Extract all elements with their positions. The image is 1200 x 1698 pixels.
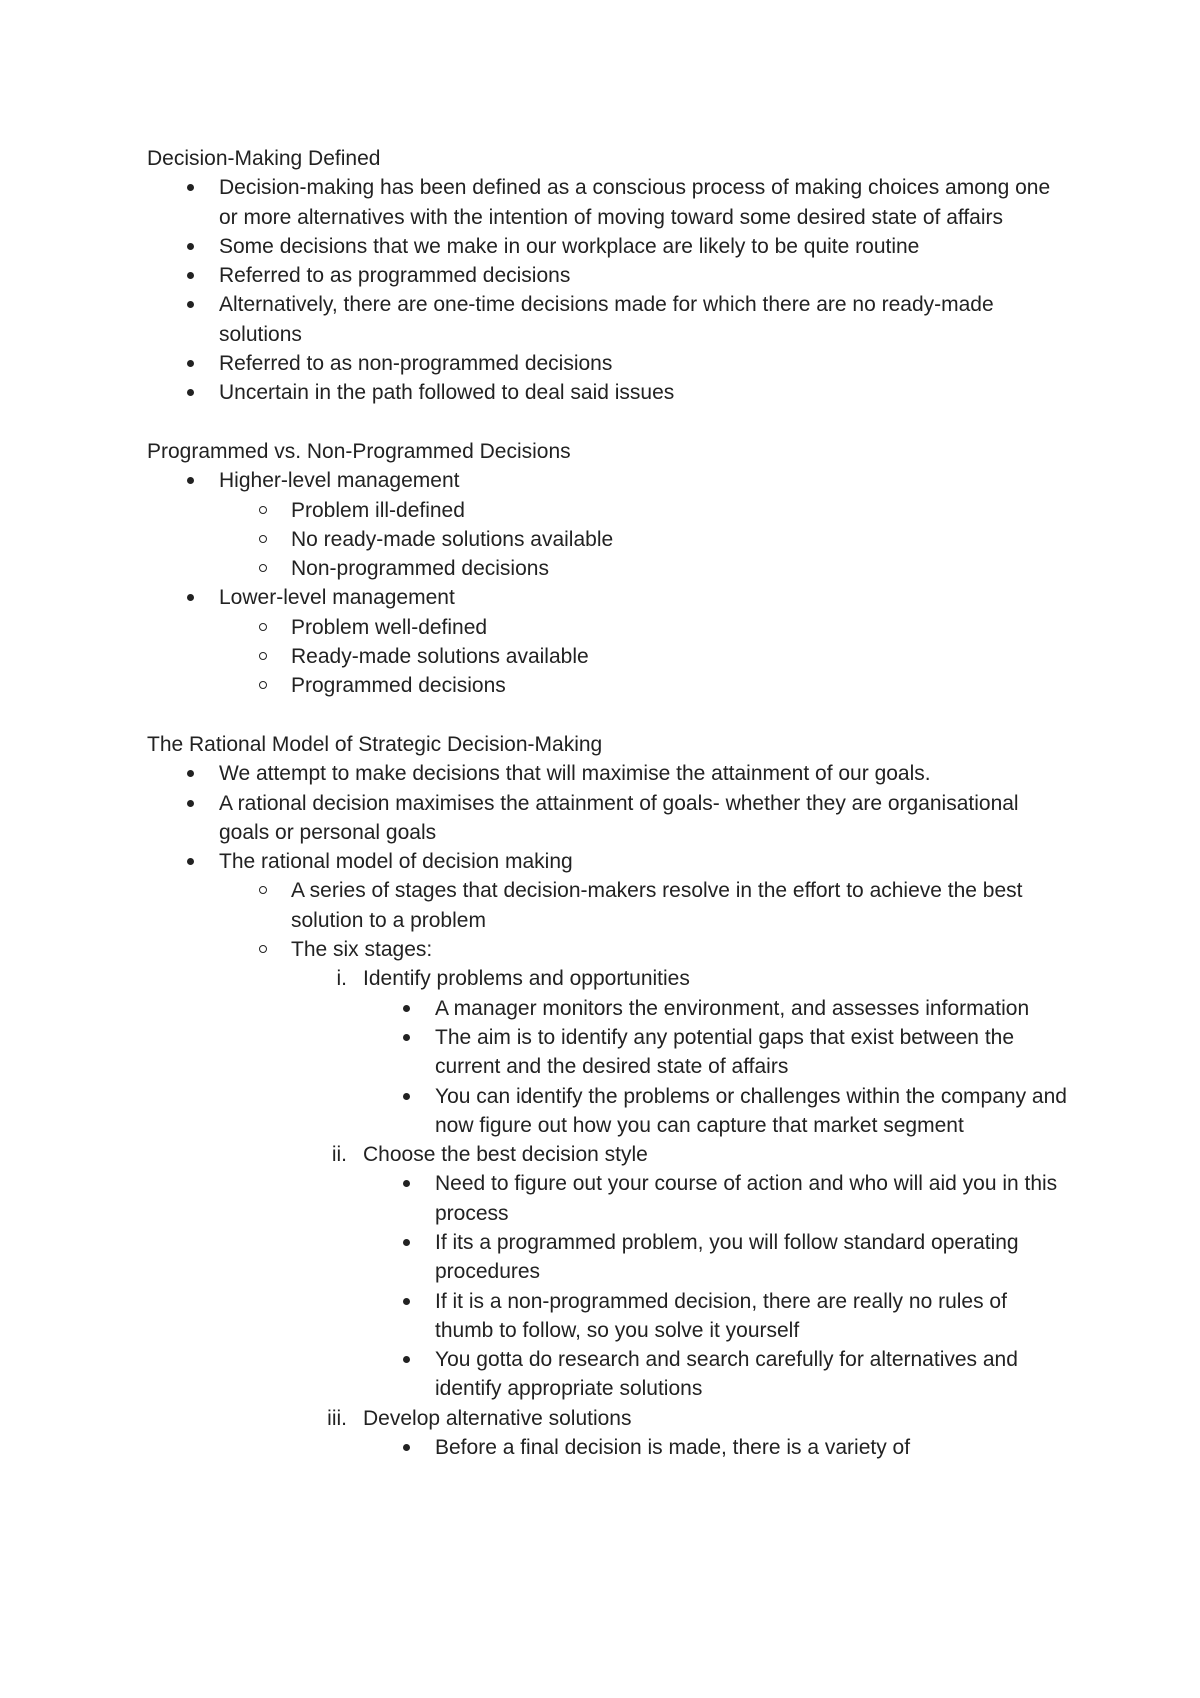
bullet-icon [187, 184, 194, 191]
bullet-icon [187, 800, 194, 807]
section-heading: The Rational Model of Strategic Decision-Making [147, 732, 603, 756]
list-item: A series of stages that decision-makers resolve in the effort to achieve the best solution to a problem [219, 876, 1067, 935]
section-heading: Decision-Making Defined [147, 147, 381, 170]
bullet-icon [187, 301, 194, 308]
bullet-icon [403, 1005, 410, 1012]
sub-bullet-list [147, 876, 1067, 1462]
bullet-icon [187, 594, 194, 601]
bullet-icon [403, 1093, 410, 1100]
numbered-stage-list [219, 964, 1067, 1462]
stage-item [291, 964, 1067, 1140]
bullet-icon [187, 477, 194, 484]
list-item: A manager monitors the environment, and assesses information [363, 994, 1067, 1023]
bullet-icon [187, 360, 194, 367]
list-item: Some decisions that we make in our workplace are likely to be quite routine [147, 232, 1067, 261]
bullet-list [147, 173, 1067, 407]
list-item: Decision-making has been defined as a conscious process of making choices among one or more alternatives with the intention of moving toward some desired state of affairs [147, 173, 1067, 232]
section-heading: Programmed vs. Non-Programmed Decisions [147, 439, 571, 463]
bullet-icon [403, 1180, 410, 1187]
bullet-icon [187, 858, 194, 865]
stage-number: i. [336, 967, 347, 991]
stage-title: Develop alternative solutions [363, 1406, 632, 1430]
sub-bullet-list [147, 496, 1067, 584]
bullet-icon [403, 1298, 410, 1305]
sub-bullet-list [147, 613, 1067, 701]
hollow-bullet-icon [259, 623, 267, 631]
list-item: Problem ill-defined [219, 496, 1067, 525]
hollow-bullet-icon [259, 564, 267, 572]
list-item: Non-programmed decisions [219, 554, 1067, 583]
stage-title: Identify problems and opportunities [363, 967, 690, 991]
list-item: Problem well-defined [219, 613, 1067, 642]
list-item: Higher-level management Problem ill-defined No ready-made solutions available Non-programmed decisions [147, 466, 1067, 583]
list-item: Before a final decision is made, there is a variety of [363, 1433, 1067, 1462]
stage-number: ii. [331, 1143, 347, 1167]
bullet-icon [403, 1239, 410, 1246]
section-rational-model [147, 730, 1067, 1462]
hollow-bullet-icon [259, 535, 267, 543]
list-item: If its a programmed problem, you will follow standard operating procedures [363, 1228, 1067, 1287]
stage-number: iii. [327, 1406, 347, 1430]
bullet-icon [403, 1034, 410, 1041]
list-item: If it is a non-programmed decision, there are really no rules of thumb to follow, so you solve it yourself [363, 1287, 1067, 1346]
list-item: No ready-made solutions available [219, 525, 1067, 554]
list-item: Referred to as non-programmed decisions [147, 349, 1067, 378]
list-item: Need to figure out your course of action and who will aid you in this process [363, 1169, 1067, 1228]
section-programmed-vs-non-programmed [147, 437, 1067, 701]
hollow-bullet-icon [259, 681, 267, 689]
hollow-bullet-icon [259, 506, 267, 514]
section-decision-making-defined [147, 144, 1067, 408]
list-item: A rational decision maximises the attainment of goals- whether they are organisational goals or personal goals [147, 789, 1067, 848]
bullet-icon [187, 389, 194, 396]
bullet-icon [187, 243, 194, 250]
hollow-bullet-icon [259, 886, 267, 894]
stage-item [291, 1404, 1067, 1463]
stage-points [291, 994, 1067, 1140]
stage-item [291, 1140, 1067, 1404]
list-item: Programmed decisions [219, 671, 1067, 700]
bullet-list [147, 759, 1067, 1462]
list-item: You gotta do research and search carefully for alternatives and identify appropriate solutions [363, 1345, 1067, 1404]
list-item: Lower-level management Problem well-defined Ready-made solutions available Programmed decisions [147, 583, 1067, 700]
list-item: The aim is to identify any potential gaps that exist between the current and the desired state of affairs [363, 1023, 1067, 1082]
hollow-bullet-icon [259, 652, 267, 660]
list-item: The rational model of decision making A series of stages that decision-makers resolve in the effort to achieve the best solution to a problem The six stages: i. Identify problems and opportunities A manager monitors the environment, and assesses information The aim is to identify any potential gaps that exist between the current and the desired state of affairs You can identify the problems or challenges within the company and now figure out how you can capture that market segment ii. Choose the best decision style Need to figure out your course of action and who will aid you in this process If its a programmed problem, you will follow standard operating procedures If it is a non-programmed decision, there are really no rules of thumb to follow, so you solve it yourself You gotta do research and search carefully for alternatives and identify appropriate solutions iii. Develop alternative solutions Before a final decision is made, there is a variety of [147, 847, 1067, 1462]
list-item: Ready-made solutions available [219, 642, 1067, 671]
hollow-bullet-icon [259, 945, 267, 953]
stage-points [291, 1169, 1067, 1403]
bullet-icon [403, 1356, 410, 1363]
bullet-icon [187, 272, 194, 279]
list-item: You can identify the problems or challenges within the company and now figure out how you can capture that market segment [363, 1082, 1067, 1141]
list-item: Alternatively, there are one-time decisions made for which there are no ready-made solutions [147, 290, 1067, 349]
stage-points [291, 1433, 1067, 1462]
list-item: We attempt to make decisions that will maximise the attainment of our goals. [147, 759, 1067, 788]
stage-title: Choose the best decision style [363, 1143, 648, 1167]
bullet-icon [403, 1444, 410, 1451]
bullet-icon [187, 770, 194, 777]
document-content [147, 144, 1067, 1462]
list-item: The six stages: i. Identify problems and opportunities A manager monitors the environment, and assesses information The aim is to identify any potential gaps that exist between the current and the desired state of affairs You can identify the problems or challenges within the company and now figure out how you can capture that market segment ii. Choose the best decision style Need to figure out your course of action and who will aid you in this process If its a programmed problem, you will follow standard operating procedures If it is a non-programmed decision, there are really no rules of thumb to follow, so you solve it yourself You gotta do research and search carefully for alternatives and identify appropriate solutions iii. Develop alternative solutions Before a final decision is made, there is a variety of [219, 935, 1067, 1462]
bullet-list [147, 466, 1067, 700]
list-item: Referred to as programmed decisions [147, 261, 1067, 290]
list-item: Uncertain in the path followed to deal said issues [147, 378, 1067, 407]
